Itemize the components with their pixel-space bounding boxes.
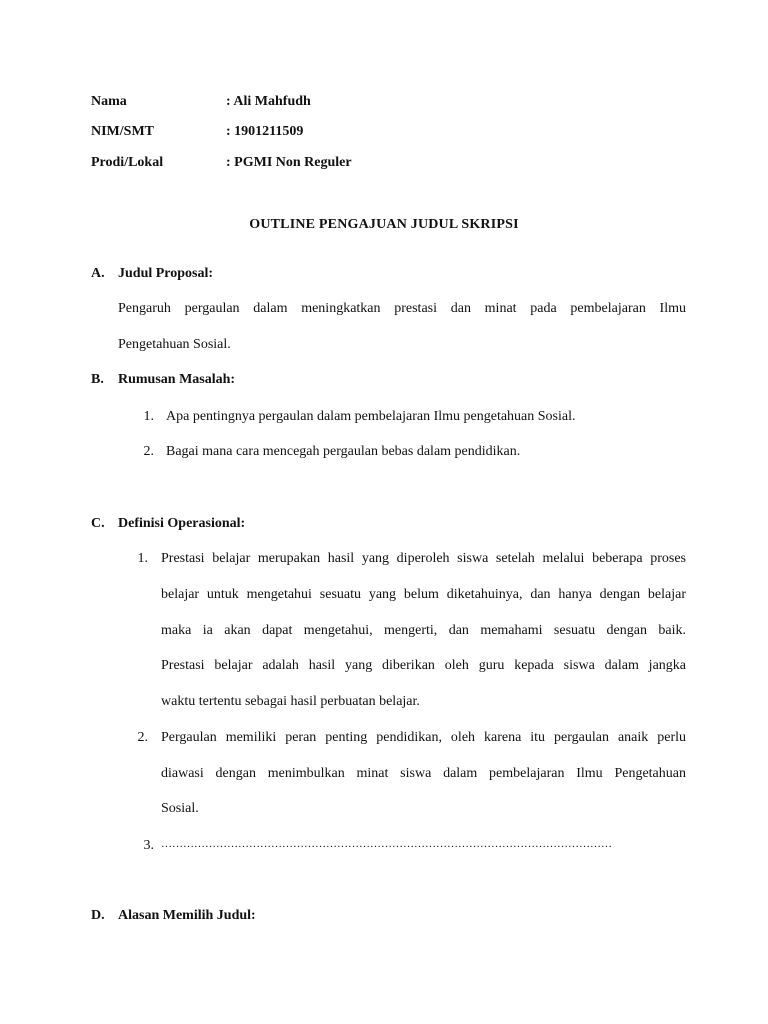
section-b-title: Rumusan Masalah: (118, 372, 236, 387)
list-item-number: 1. (137, 551, 148, 566)
dotted-placeholder-line: …………………………………………………………………………………………………………… (161, 838, 612, 850)
section-d-letter: D. (91, 908, 105, 923)
section-d-title: Alasan Memilih Judul: (118, 908, 256, 923)
prodi-label: Prodi/Lokal (91, 155, 164, 170)
section-a-line: Pengetahuan Sosial. (118, 337, 231, 352)
prodi-value: : PGMI Non Reguler (226, 155, 352, 170)
list-item-line: Pergaulan memiliki peran penting pendidikan, oleh karena itu pergaulan anaik perlu (161, 730, 686, 745)
nim-value: : 1901211509 (226, 124, 304, 139)
list-item-line: diawasi dengan menimbulkan minat siswa dalam pembelajaran Ilmu Pengetahuan (161, 766, 686, 781)
list-item-number: 2. (137, 730, 148, 745)
list-item: Bagai mana cara mencegah pergaulan bebas dalam pendidikan. (166, 444, 521, 459)
list-item: Apa pentingnya pergaulan dalam pembelajaran Ilmu pengetahuan Sosial. (166, 409, 576, 424)
section-c-letter: C. (91, 516, 105, 531)
list-item-line: Prestasi belajar adalah hasil yang diberikan oleh guru kepada siswa dalam jangka (161, 658, 686, 673)
list-item-number: 2. (143, 444, 154, 459)
list-item-line: maka ia akan dapat mengetahui, mengerti, dan memahami sesuatu dengan baik. (161, 623, 686, 638)
list-item-number: 1. (143, 409, 154, 424)
list-item-line: Prestasi belajar merupakan hasil yang diperoleh siswa setelah melalui beberapa proses (161, 551, 686, 566)
section-a-line: Pengaruh pergaulan dalam meningkatkan prestasi dan minat pada pembelajaran Ilmu (118, 301, 686, 316)
name-value: : Ali Mahfudh (226, 94, 311, 109)
list-item-line: Sosial. (161, 801, 199, 816)
name-label: Nama (91, 94, 127, 109)
section-a-letter: A. (91, 266, 105, 281)
list-item-line: belajar untuk mengetahui sesuatu yang belum diketahuinya, dan hanya dengan belajar (161, 587, 686, 602)
list-item-number: 3. (143, 838, 154, 853)
list-item-line: waktu tertentu sebagai hasil perbuatan belajar. (161, 694, 420, 709)
section-a-title: Judul Proposal: (118, 266, 214, 281)
page-title: OUTLINE PENGAJUAN JUDUL SKRIPSI (249, 217, 519, 232)
nim-label: NIM/SMT (91, 124, 154, 139)
section-b-letter: B. (91, 372, 104, 387)
section-c-title: Definisi Operasional: (118, 516, 246, 531)
